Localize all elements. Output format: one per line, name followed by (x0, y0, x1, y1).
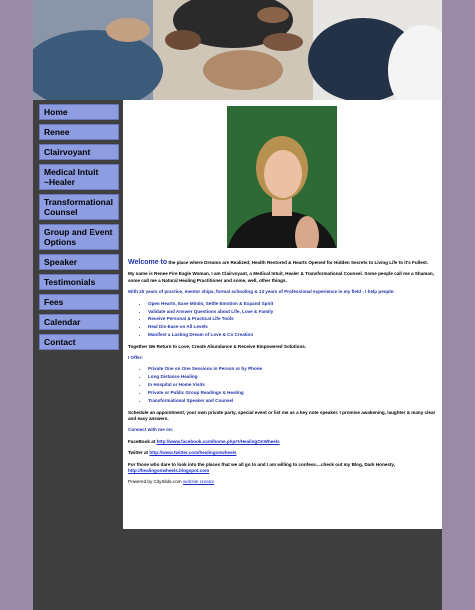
sidebar-nav (39, 104, 119, 354)
nav-transformational-counsel[interactable]: Transformational Counsel (39, 194, 119, 220)
nav-contact[interactable]: Contact (39, 334, 119, 350)
nav-home[interactable]: Home (39, 104, 119, 120)
nav-group-and-event-options[interactable]: Group and Event Options (39, 224, 119, 250)
list-item: • Open Hearts, Ease Minds, Settle Emotion & Expand Spirit (148, 301, 438, 307)
blog-paragraph (128, 462, 438, 475)
list-item: • Receive Personal & Practical Life Tools (148, 316, 438, 322)
website-creator-link[interactable]: website creator (182, 479, 215, 485)
connect-heading: Connect with me on: (128, 427, 174, 433)
schedule-paragraph: Schedule an appointment, your own private party, special event or list me as a key note speaker. I promise awakening, laughter & many clear and easy answers. (128, 409, 436, 421)
help-list (128, 301, 438, 339)
offer-list (128, 366, 438, 404)
list-item: • Private or Public Group Readings & Healing (148, 390, 438, 396)
content-text (128, 260, 438, 491)
page-bottom (123, 529, 442, 610)
nav-fees[interactable]: Fees (39, 294, 119, 310)
list-item: • Private One on One Sessions in Person or by Phone (148, 366, 438, 372)
welcome-paragraph (128, 260, 438, 266)
nav-calendar[interactable]: Calendar (39, 314, 119, 330)
welcome-text: the place where Dreams are Realized, Health Restored & Hearts Opened for Hidden Secrets to Living Life to it's Fullest. (167, 260, 429, 265)
powered-by-line (128, 479, 438, 485)
list-item: • Heal Dis-Ease on All Levels (148, 324, 438, 330)
page-frame (33, 0, 442, 610)
portrait-photo (227, 106, 337, 248)
list-item: • Manifest a Lasting Dream of Love & Co Creation (148, 332, 438, 338)
nav-medical-intuit-healer[interactable]: Medical Intuit ~Healer (39, 164, 119, 190)
powered-by-text: Powered by CitySlide.com (128, 479, 183, 485)
nav-testimonials[interactable]: Testimonials (39, 274, 119, 290)
nav-speaker[interactable]: Speaker (39, 254, 119, 270)
offer-heading: I Offer: (128, 355, 144, 361)
nav-clairvoyant[interactable]: Clairvoyant (39, 144, 119, 160)
list-item: • Transformational Speaker and Counsel (148, 398, 438, 404)
header-banner-image (33, 0, 442, 100)
blog-link[interactable]: http://healingonwheels.blogspot.com (128, 467, 210, 473)
blog-text: For those who dare to look into the places that we all go to and I am willing to confess....check out my Blog, Dark Honesty, (128, 461, 395, 467)
intro-paragraph: My name is Renee Fire Eagle Woman, I am Clairvoyant, a Medical Intuit, Healer & Transformational Counsel. Some people call me a Shaman, some call me a Natural Healing Practitioner and some, well, other things. (128, 271, 435, 283)
welcome-heading: Welcome to (128, 259, 168, 266)
together-paragraph: Together We Return to Love, Create Abundance & Receive Empowered Solutions. (128, 343, 307, 349)
facebook-link[interactable]: http://www.facebook.com/home.php#!/HealingOnWheels (156, 438, 280, 444)
nav-renee[interactable]: Renee (39, 124, 119, 140)
facebook-label: FaceBook at (128, 438, 157, 444)
list-item: • In Hospital or Home Visits (148, 382, 438, 388)
twitter-label: Twitter at (128, 450, 150, 456)
experience-paragraph: With 25 years of practice, mentor ships, formal schooling & 13 years of Professional experience in my field - I help people: (128, 289, 395, 295)
twitter-link[interactable]: http://www.twitter.com/healingonwheels (149, 450, 237, 456)
facebook-line (128, 439, 438, 445)
list-item: • Long Distance Healing (148, 374, 438, 380)
banner-photo (33, 0, 442, 100)
main-content (123, 100, 442, 529)
twitter-line (128, 450, 438, 456)
list-item: • Validate and Answer Questions about Life, Love & Family (148, 309, 438, 315)
